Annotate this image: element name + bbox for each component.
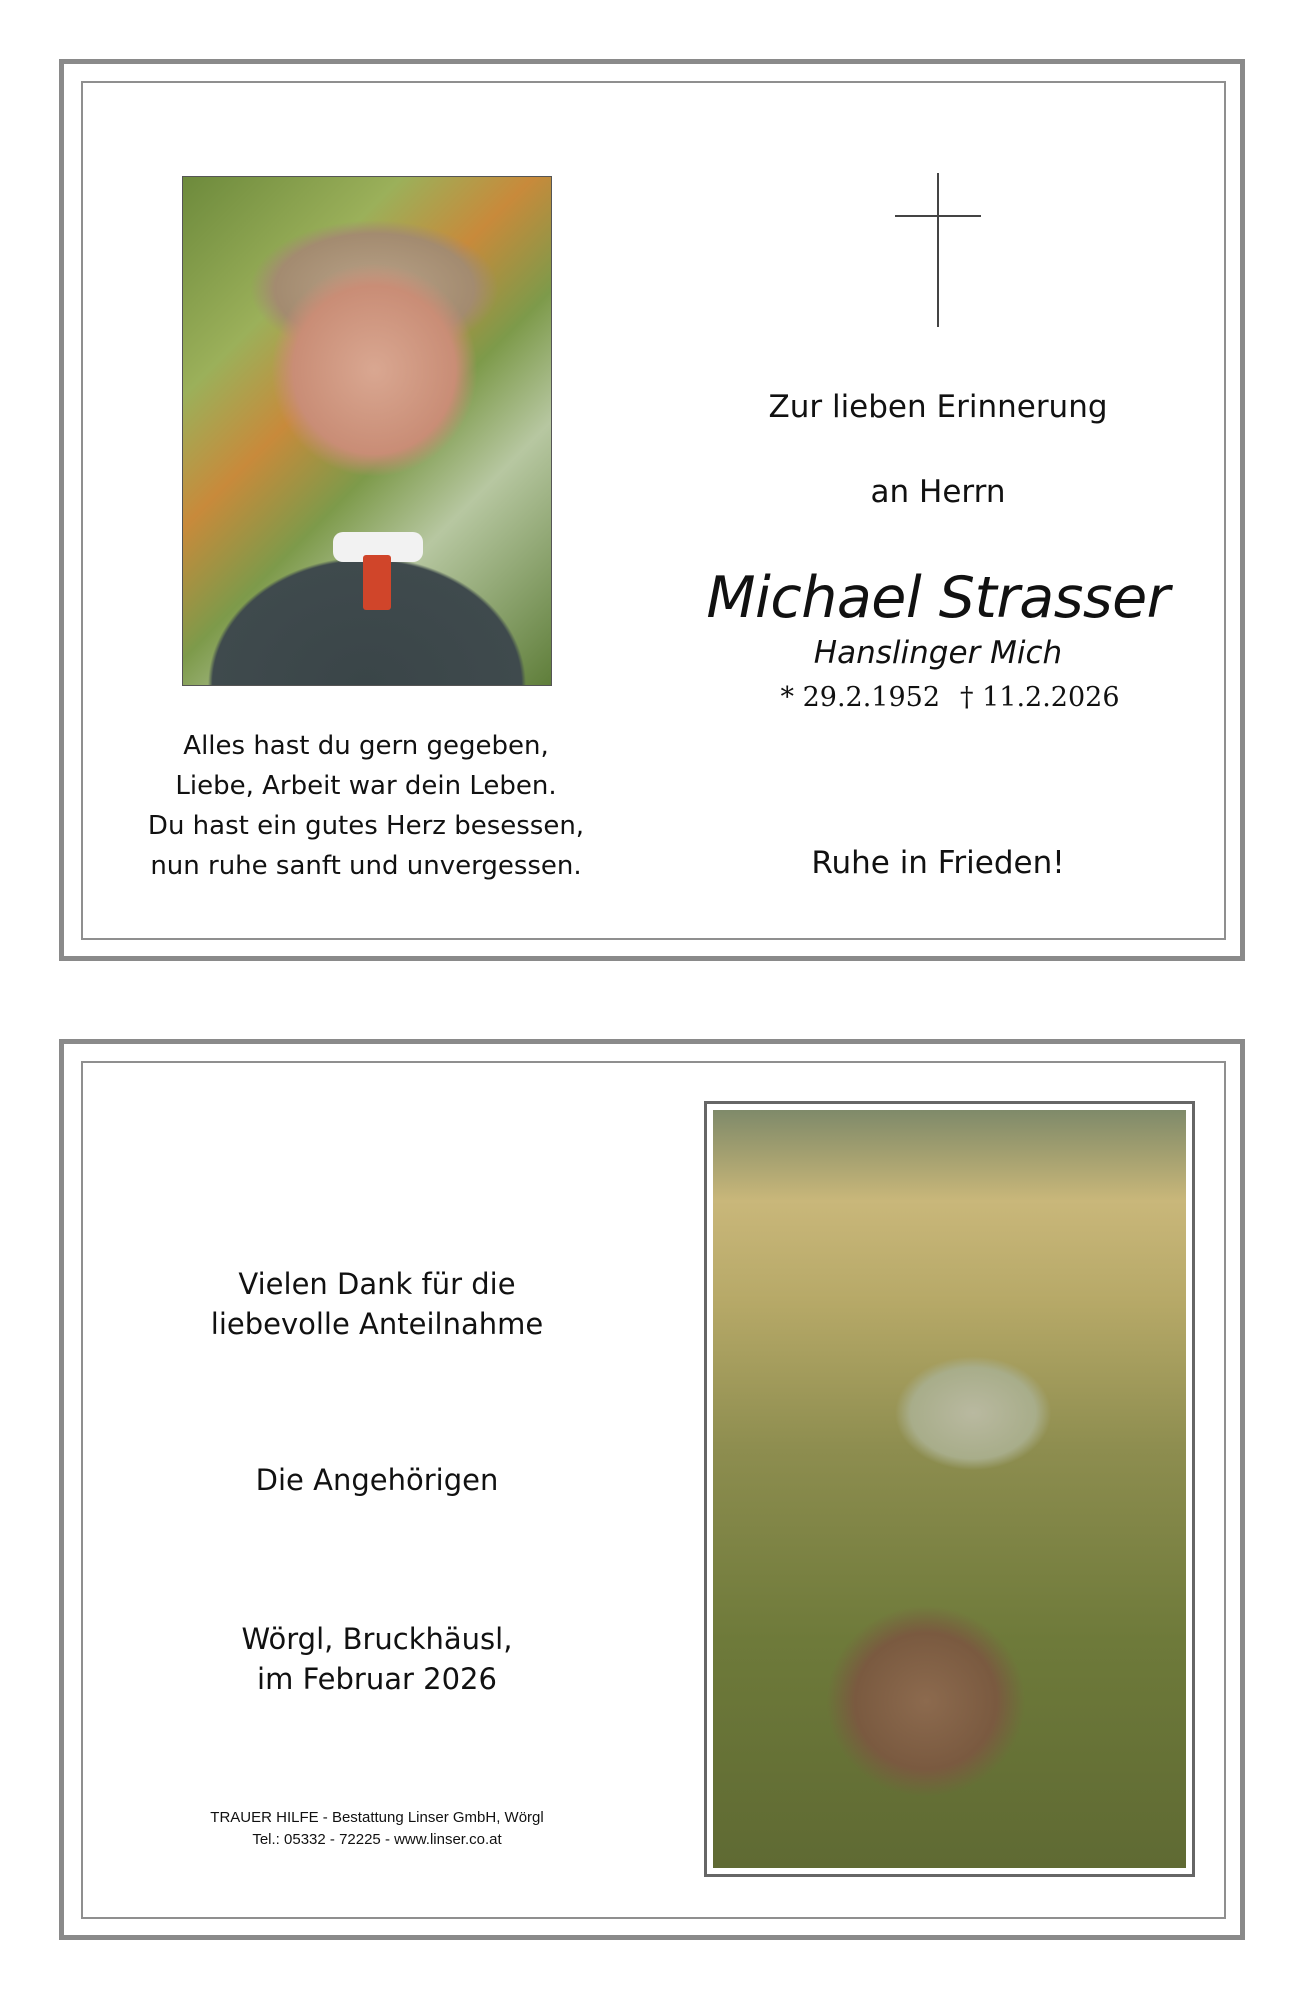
- salutation: an Herrn: [870, 474, 1006, 510]
- memorial-heading: Zur lieben Erinnerung: [768, 389, 1108, 425]
- portrait-photo: [182, 176, 552, 686]
- nickname: Hanslinger Mich: [813, 635, 1063, 671]
- place-date-line: im Februar 2026: [257, 1662, 497, 1696]
- poem-line: nun ruhe sanft und unvergessen.: [150, 851, 582, 881]
- birth-date: * 29.2.1952: [780, 682, 940, 713]
- hunting-photo: [713, 1110, 1186, 1868]
- signature: Die Angehörigen: [255, 1463, 499, 1497]
- poem-line: Alles hast du gern gegeben,: [183, 731, 549, 761]
- place-date-line: Wörgl, Bruckhäusl,: [241, 1622, 513, 1656]
- hunting-photo-frame: [704, 1101, 1195, 1877]
- thanks-line: liebevolle Anteilnahme: [210, 1307, 544, 1341]
- portrait-tie: [363, 555, 391, 610]
- closing-text: Ruhe in Frieden!: [811, 845, 1065, 881]
- poem-line: Du hast ein gutes Herz besessen,: [147, 811, 585, 841]
- poem-line: Liebe, Arbeit war dein Leben.: [175, 771, 557, 801]
- death-date: † 11.2.2026: [960, 682, 1120, 713]
- funeral-home-line: TRAUER HILFE - Bestattung Linser GmbH, Wörgl: [210, 1809, 544, 1826]
- deceased-name: Michael Strasser: [706, 565, 1170, 631]
- thanks-line: Vielen Dank für die: [238, 1267, 516, 1301]
- funeral-home-contact: Tel.: 05332 - 72225 - www.linser.co.at: [252, 1831, 502, 1848]
